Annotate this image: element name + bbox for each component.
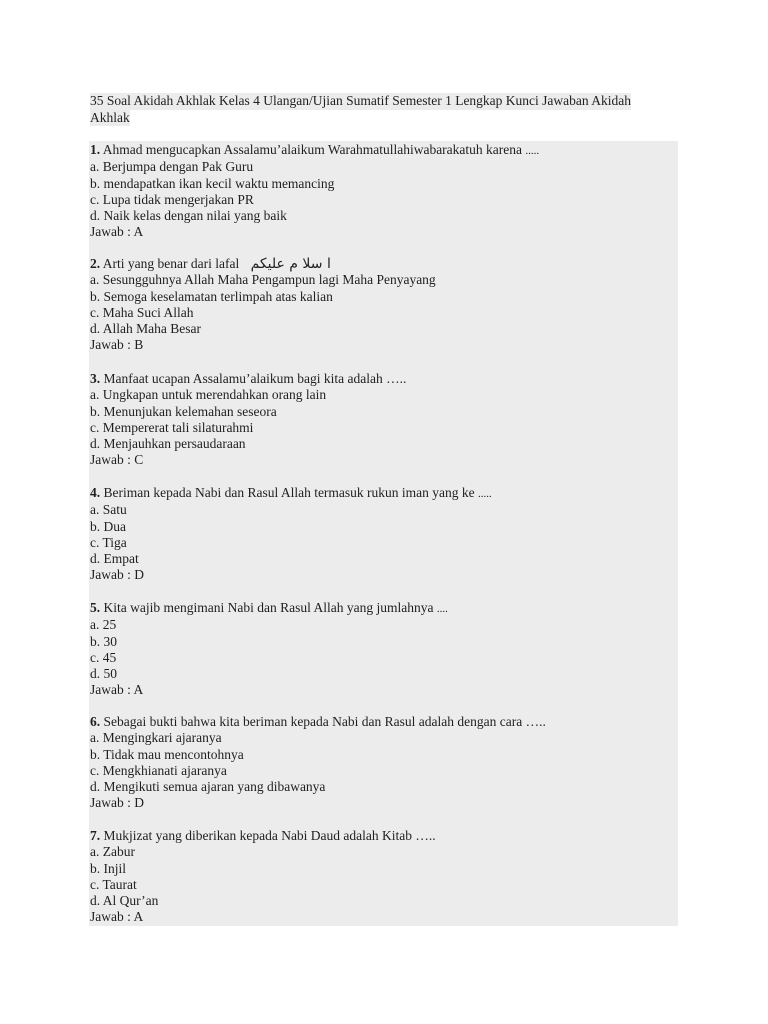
option-d: d. 50: [90, 666, 117, 682]
question-number: 6.: [90, 714, 101, 729]
arabic-phrase: ا سلا م عليكم: [250, 256, 331, 272]
option-d: d. Allah Maha Besar: [90, 321, 201, 337]
question-number: 3.: [90, 371, 101, 386]
option-a: a. Mengingkari ajaranya: [90, 730, 222, 746]
option-d: d. Menjauhkan persaudaraan: [90, 436, 246, 452]
question-text: 6. Sebagai bukti bahwa kita beriman kepada Nabi dan Rasul adalah dengan cara …..: [90, 714, 546, 729]
question-7: [90, 828, 676, 926]
option-a: a. Zabur: [90, 844, 135, 860]
question-text: 4. Beriman kepada Nabi dan Rasul Allah termasuk rukun iman yang ke .....: [90, 485, 492, 500]
answer-key: Jawab : A: [90, 682, 144, 698]
option-d: d. Mengikuti semua ajaran yang dibawanya: [90, 779, 326, 795]
option-c: c. Mengkhianati ajaranya: [90, 762, 227, 778]
document-title-line-1: 35 Soal Akidah Akhlak Kelas 4 Ulangan/Ujian Sumatif Semester 1 Lengkap Kunci Jawaban Akidah: [90, 93, 632, 108]
answer-key: Jawab : D: [90, 567, 144, 583]
option-d: d. Empat: [90, 551, 139, 567]
question-number: 2.: [90, 256, 101, 271]
option-c: c. Tiga: [90, 534, 127, 550]
option-c: c. Mempererat tali silaturahmi: [90, 419, 254, 435]
question-number: 1.: [90, 142, 101, 157]
option-b: b. mendapatkan ikan kecil waktu memancing: [90, 175, 335, 191]
question-text: 7. Mukjizat yang diberikan kepada Nabi Daud adalah Kitab …..: [90, 828, 436, 843]
question-2: [90, 256, 676, 354]
question-text: 2. Arti yang benar dari lafal ا سلا م عليكم: [90, 256, 331, 272]
option-a: a. 25: [90, 617, 117, 633]
option-d: d. Al Qur’an: [90, 893, 159, 909]
question-6: [90, 714, 676, 812]
document-title: [90, 93, 678, 126]
answer-key: Jawab : A: [90, 224, 144, 240]
option-c: c. Lupa tidak mengerjakan PR: [90, 191, 254, 207]
question-number: 5.: [90, 600, 101, 615]
option-d: d. Naik kelas dengan nilai yang baik: [90, 208, 287, 224]
option-c: c. Maha Suci Allah: [90, 304, 194, 320]
option-c: c. Taurat: [90, 876, 137, 892]
option-a: a. Berjumpa dengan Pak Guru: [90, 159, 254, 175]
option-b: b. Injil: [90, 860, 126, 876]
question-text: 5. Kita wajib mengimani Nabi dan Rasul Allah yang jumlahnya ....: [90, 600, 448, 615]
option-b: b. Dua: [90, 518, 126, 534]
question-text: 3. Manfaat ucapan Assalamu’alaikum bagi kita adalah …..: [90, 371, 407, 386]
option-a: a. Ungkapan untuk merendahkan orang lain: [90, 387, 327, 403]
question-4: [90, 485, 676, 584]
question-5: [90, 600, 676, 699]
option-c: c. 45: [90, 649, 117, 665]
option-b: b. 30: [90, 633, 117, 649]
question-list: [89, 141, 678, 926]
answer-key: Jawab : B: [90, 337, 144, 353]
option-b: b. Tidak mau mencontohnya: [90, 746, 244, 762]
question-3: [90, 371, 676, 469]
question-number: 7.: [90, 828, 101, 843]
option-b: b. Semoga keselamatan terlimpah atas kalian: [90, 288, 333, 304]
answer-key: Jawab : A: [90, 909, 144, 925]
answer-key: Jawab : D: [90, 795, 144, 811]
option-b: b. Menunjukan kelemahan seseora: [90, 403, 277, 419]
option-a: a. Satu: [90, 502, 127, 518]
option-a: a. Sesungguhnya Allah Maha Pengampun lagi Maha Penyayang: [90, 272, 436, 288]
document-title-line-2: Akhlak: [90, 109, 130, 125]
question-1: [90, 142, 676, 241]
question-text: 1. Ahmad mengucapkan Assalamu’alaikum Warahmatullahiwabarakatuh karena .....: [90, 142, 540, 157]
question-number: 4.: [90, 485, 101, 500]
answer-key: Jawab : C: [90, 452, 144, 468]
